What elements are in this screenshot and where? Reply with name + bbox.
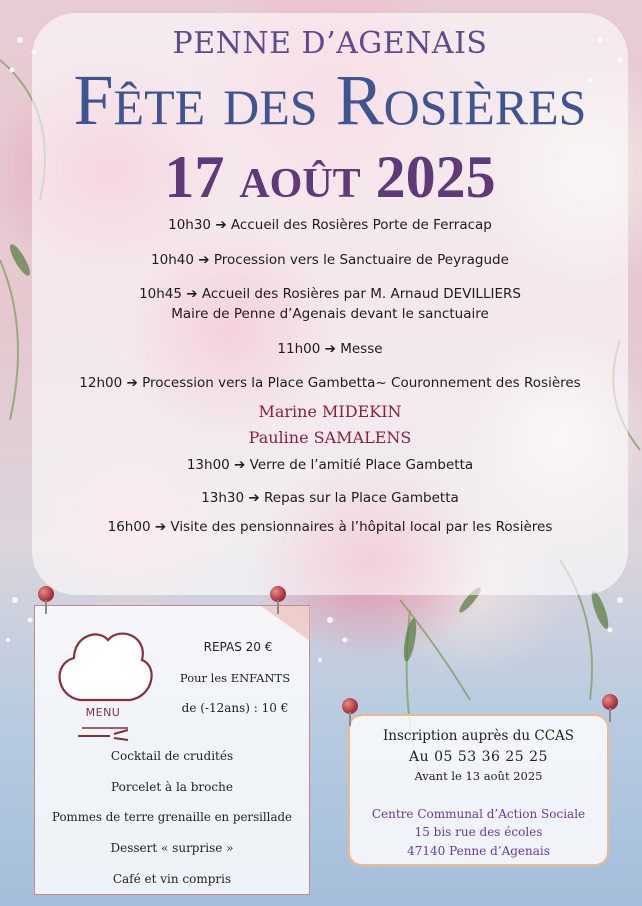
menu-item: Dessert « surprise »	[110, 841, 234, 855]
event-date: 17 août 2025	[164, 144, 496, 210]
rosiere-name: Pauline SAMALENS	[248, 428, 412, 447]
menu-item: Porcelet à la broche	[111, 780, 233, 794]
menu-children-price: de (-12ans) : 10 €	[181, 701, 289, 715]
schedule-item: 13h30 ➔ Repas sur la Place Gambetta	[201, 490, 459, 506]
pin-icon	[36, 586, 56, 616]
ccas-city: 47140 Penne d’Agenais	[407, 844, 550, 858]
rosiere-name: Marine MIDEKIN	[258, 402, 402, 421]
town-name: PENNE D’AGENAIS	[172, 26, 488, 61]
pin-icon	[600, 694, 620, 724]
menu-item: Pommes de terre grenaille en persillade	[51, 810, 293, 824]
pin-icon	[340, 698, 360, 728]
schedule-item: 12h00 ➔ Procession vers la Place Gambetta~ Couronnement des Rosières	[79, 375, 581, 391]
registration-phone: Au 05 53 36 25 25	[409, 749, 548, 765]
registration-title: Inscription auprès du CCAS	[382, 728, 575, 744]
schedule-item: 13h00 ➔ Verre de l’amitié Place Gambetta	[186, 457, 474, 473]
menu-item: Café et vin compris	[112, 872, 232, 886]
menu-children-label: Pour les ENFANTS	[179, 671, 291, 685]
chef-hat-icon	[50, 618, 158, 748]
ccas-street: 15 bis rue des écoles	[414, 825, 543, 839]
schedule-item-continued: Maire de Penne d’Agenais devant le sanctuaire	[171, 306, 489, 322]
schedule-item: 10h45 ➔ Accueil des Rosières par M. Arnaud DEVILLIERS	[139, 286, 521, 302]
menu-label: MENU	[85, 706, 121, 719]
event-title: Fête des Rosières	[73, 60, 587, 140]
schedule-item: 10h40 ➔ Procession vers le Sanctuaire de Peyragude	[151, 252, 509, 268]
schedule-item: 10h30 ➔ Accueil des Rosières Porte de Ferracap	[168, 217, 492, 233]
ccas-name: Centre Communal d’Action Sociale	[371, 807, 586, 821]
registration-deadline: Avant le 13 août 2025	[414, 769, 543, 783]
menu-item: Cocktail de crudités	[110, 749, 234, 763]
schedule-item: 16h00 ➔ Visite des pensionnaires à l’hôpital local par les Rosières	[107, 519, 553, 535]
schedule-item: 11h00 ➔ Messe	[277, 341, 383, 357]
menu-price-adult: REPAS 20 €	[203, 640, 273, 654]
pin-icon	[268, 586, 288, 616]
